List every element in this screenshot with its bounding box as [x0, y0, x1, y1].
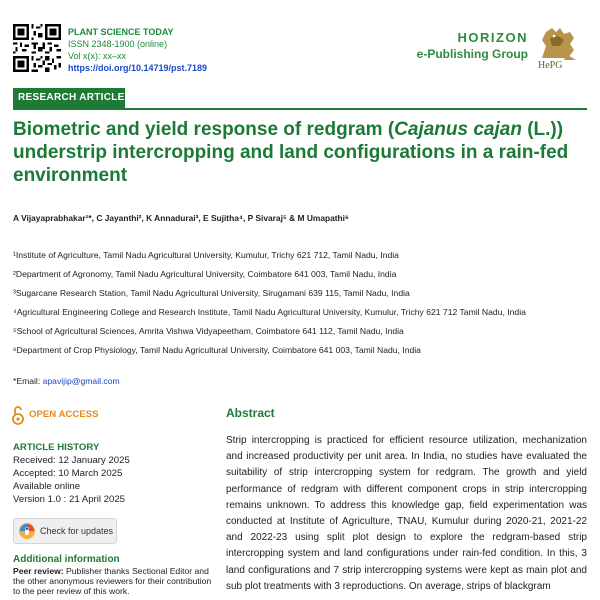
article-title [13, 118, 587, 187]
journal-volume: Vol x(x): xx–xx [68, 51, 127, 61]
publisher-name-line1: HORIZON [457, 30, 528, 45]
header-divider [13, 108, 587, 110]
additional-information [13, 553, 218, 596]
horizon-lion-logo [536, 24, 582, 74]
affiliation-list [13, 249, 587, 363]
history-available: Available online [13, 481, 81, 492]
email-link[interactable]: apavijip@gmail.com [42, 376, 120, 386]
article-history [13, 441, 213, 506]
title-species: Cajanus cajan [394, 119, 522, 140]
journal-name: PLANT SCIENCE TODAY [68, 27, 174, 37]
history-received: Received: 12 January 2025 [13, 455, 130, 466]
peer-review-text: Publisher thanks Sectional Editor and the other anonymous reviewers for their contribution to the peer review of this work. [13, 566, 212, 596]
check-updates-label: Check for updates [40, 526, 114, 536]
publisher-name [414, 30, 528, 63]
journal-issn: ISSN 2348-1900 (online) [68, 39, 168, 49]
corresponding-email [13, 376, 120, 386]
affiliation-item: ³Sugarcane Research Station, Tamil Nadu Agricultural University, Sirugamani 639 115, Tamil Nadu, India [13, 288, 410, 298]
affiliation-item: ⁵School of Agricultural Sciences, Amrita Vishwa Vidyapeetham, Coimbatore 641 112, Tamil Nadu, India [13, 326, 404, 336]
publisher-name-line2: e-Publishing Group [416, 47, 528, 61]
doi-link[interactable]: https://doi.org/10.14719/pst.7189 [68, 63, 208, 73]
journal-info [68, 26, 207, 74]
check-updates-icon [18, 522, 36, 540]
abstract-text: Strip intercropping is practiced for efficient resource utilization, mechanization and increased productivity per unit area. In India, no studies have evaluated the suitability of strip intercropping system for redgram. The growth and yield performance of redgram with different component crops in strip intercropping remains unknown. To address this knowledge gap, field experimentation was conducted at Institute of Agriculture, TNAU, Kumulur during 2020-21, 2021-22 and 2022-23 using split plot design to explore the redgram-based strip intercropping system and land configurations under rain-fed condition. In this, 3 land configurations and 7 strip intercropping systems were kept as main plot and sub plot treatments with 3 reproductions. On average, strips of blackgram [226, 435, 587, 592]
affiliation-item: ²Department of Agronomy, Tamil Nadu Agricultural University, Coimbatore 641 003, Tamil Nadu, India [13, 269, 397, 279]
peer-review-label: Peer review: [13, 566, 64, 576]
affiliation-item: ⁶Department of Crop Physiology, Tamil Nadu Agricultural University, Coimbatore 641 003, Tamil Nadu, India [13, 345, 421, 355]
check-updates-button[interactable] [13, 518, 117, 544]
affiliation-item: ¹Institute of Agriculture, Tamil Nadu Agricultural University, Kumulur, Trichy 621 712, Tamil Nadu, India [13, 250, 399, 260]
open-access-lock-icon [12, 405, 24, 425]
qr-code-icon [13, 24, 61, 72]
affiliation-item: ⁴Agricultural Engineering College and Research Institute, Tamil Nadu Agricultural University, Kumulur, Trichy 621 712 Tamil Nadu, India [13, 307, 526, 317]
abstract-section [226, 406, 587, 595]
history-accepted: Accepted: 10 March 2025 [13, 468, 123, 479]
abstract-title: Abstract [226, 406, 275, 420]
history-title: ARTICLE HISTORY [13, 442, 100, 453]
article-type-banner: RESEARCH ARTICLE [13, 88, 125, 108]
title-part-1: Biometric and yield response of redgram ( [13, 119, 395, 140]
open-access-label: OPEN ACCESS [29, 409, 99, 420]
title-part-2: (L.)) understrip intercropping and land configurations in a rain-fed environment [13, 119, 569, 186]
publisher-logo-text: HePG [538, 60, 563, 71]
author-list: A Vijayaprabhakar¹*, C Jayanthi², K Annadurai³, E Sujitha⁴, P Sivaraj⁵ & M Umapathi⁶ [13, 213, 349, 223]
additional-info-title: Additional information [13, 554, 120, 565]
peer-review-note [13, 566, 218, 596]
email-label: *Email: [13, 376, 43, 386]
history-version: Version 1.0 : 21 April 2025 [13, 494, 126, 505]
